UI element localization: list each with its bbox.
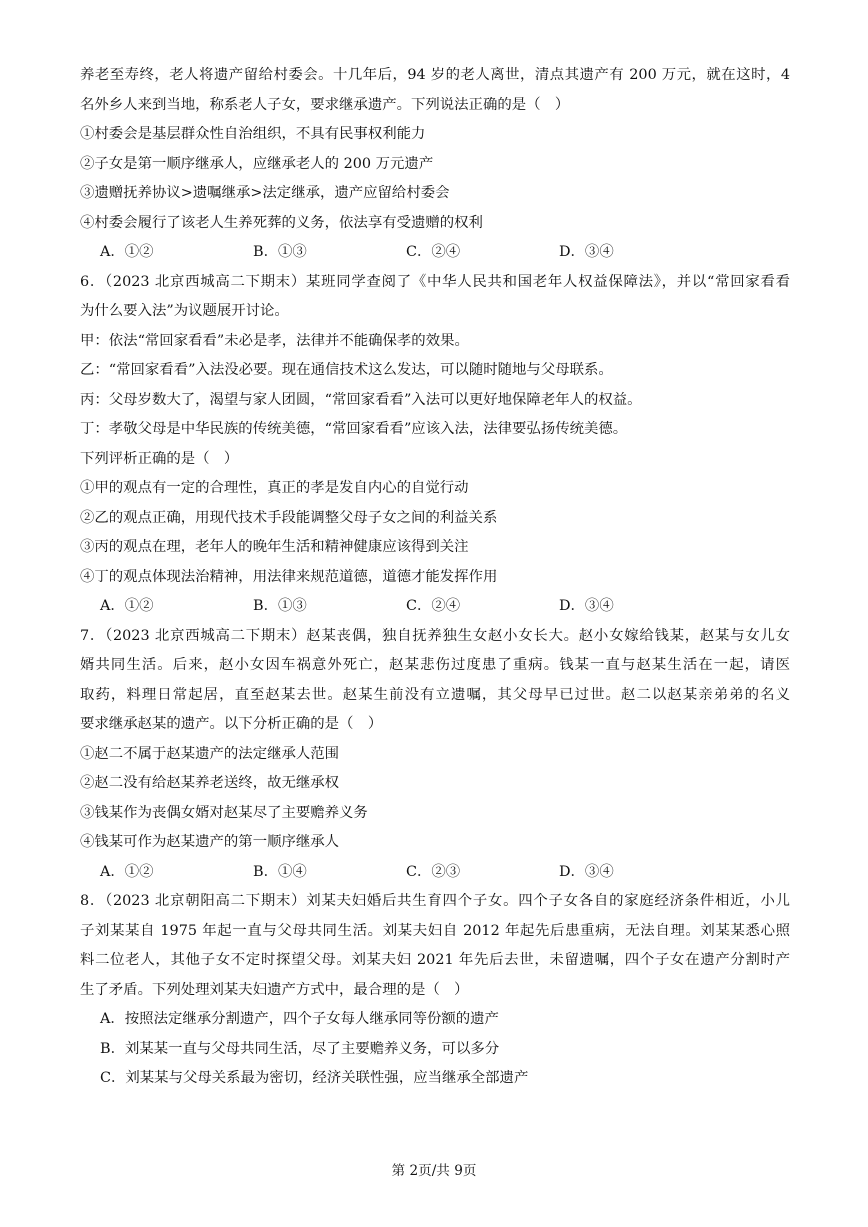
q7-choice-b: B．①④ (253, 863, 307, 880)
page-content (80, 61, 790, 1094)
q5-line-1: 养老至寿终，老人将遗产留给村委会。十几年后，94 岁的老人离世，清点其遗产有 200 万元，就在这时，4 (80, 67, 790, 83)
q7-choices (80, 858, 790, 888)
q7-line-1: 7．（2023 北京西城高二下期末）赵某丧偶，独自抚养独生女赵小女长大。赵小女嫁给钱某，赵某与女儿女 (80, 627, 790, 644)
q7-choice-a: A．①② (100, 863, 154, 880)
q7-line-3: 取药，料理日常起居，直至赵某去世。赵某生前没有立遗嘱，其父母早已过世。赵二以赵某亲弟弟的名义 (80, 686, 790, 703)
q6-choice-b: B．①③ (253, 598, 307, 614)
q7-statement-2: ②赵二没有给赵某养老送终，故无继承权 (80, 775, 340, 791)
q5-choice-d: D．③④ (559, 244, 614, 260)
q5-choice-a: A．①② (100, 244, 154, 260)
q6-choice-d: D．③④ (559, 598, 614, 614)
q5-statement-3: ③遗赠抚养协议>遗嘱继承>法定继承，遗产应留给村委会 (80, 185, 450, 201)
q6-line-1: 6．（2023 北京西城高二下期末）某班同学查阅了《中华人民共和国老年人权益保障法》，并以“常回家看看 (80, 273, 790, 290)
q8-option-b: B．刘某某一直与父母共同生活，尽了主要赡养义务，可以多分 (100, 1040, 500, 1057)
q6-statement-4: ④丁的观点体现法治精神，用法律来规范道德，道德才能发挥作用 (80, 568, 498, 585)
q6-choice-c: C．②④ (406, 598, 461, 614)
q6-line-7: 下列评析正确的是（ ） (80, 450, 239, 467)
q7-choice-c: C．②③ (406, 863, 461, 880)
q5-statement-1: ①村委会是基层群众性自治组织，不具有民事权利能力 (80, 126, 426, 142)
q5-line-2: 名外乡人来到当地，称系老人子女，要求继承遗产。下列说法正确的是（ ） (80, 96, 570, 113)
q8-line-4: 生了矛盾。下列处理刘某夫妇遗产方式中，最合理的是（ ） (80, 981, 469, 998)
q7-choice-d: D．③④ (559, 863, 614, 880)
q7-line-4: 要求继承赵某的遗产。以下分析正确的是（ ） (80, 716, 383, 732)
q6-statement-3: ③丙的观点在理，老年人的晚年生活和精神健康应该得到关注 (80, 539, 469, 555)
q6-choice-a: A．①② (100, 598, 154, 614)
q5-choice-b: B．①③ (253, 244, 307, 260)
q7-line-2: 婿共同生活。后来，赵小女因车祸意外死亡，赵某悲伤过度患了重病。钱某一直与赵某生活在一起，请医 (80, 657, 790, 673)
q6-line-3: 甲：依法“常回家看看”未必是孝，法律并不能确保孝的效果。 (80, 332, 469, 349)
q5-choice-c: C．②④ (406, 244, 461, 260)
q8-option-c: C．刘某某与父母关系最为密切，经济关联性强，应当继承全部遗产 (100, 1070, 529, 1086)
q6-statement-1: ①甲的观点有一定的合理性，真正的孝是发自内心的自觉行动 (80, 480, 469, 496)
q6-line-4: 乙：“常回家看看”入法没必要。现在通信技术这么发达，可以随时随地与父母联系。 (80, 362, 613, 378)
q8-line-2: 子刘某某自 1975 年起一直与父母共同生活。刘某夫妇自 2012 年起先后患重病，无法自理。刘某某悉心照 (80, 922, 790, 939)
q7-statement-1: ①赵二不属于赵某遗产的法定继承人范围 (80, 745, 340, 762)
q7-statement-4: ④钱某可作为赵某遗产的第一顺序继承人 (80, 834, 340, 850)
q5-statement-2: ②子女是第一顺序继承人，应继承老人的 200 万元遗产 (80, 155, 434, 172)
q6-line-5: 丙：父母岁数大了，渴望与家人团圆，“常回家看看”入法可以更好地保障老年人的权益。 (80, 391, 642, 408)
q8-line-3: 料二位老人，其他子女不定时探望父母。刘某夫妇 2021 年先后去世，未留遗嘱，四个子女在遗产分割时产 (80, 952, 790, 968)
q6-choices (80, 592, 790, 622)
q5-choices (80, 238, 790, 268)
q6-line-6: 丁：孝敬父母是中华民族的传统美德，“常回家看看”应该入法，法律要弘扬传统美德。 (80, 421, 628, 437)
q6-line-2: 为什么要入法”为议题展开讨论。 (80, 303, 289, 319)
q5-statement-4: ④村委会履行了该老人生养死葬的义务，依法享有受遗赠的权利 (80, 214, 483, 231)
page-number: 第 2页/共 9页 (391, 1163, 477, 1179)
q7-statement-3: ③钱某作为丧偶女婿对赵某尽了主要赡养义务 (80, 804, 368, 821)
q6-statement-2: ②乙的观点正确，用现代技术手段能调整父母子女之间的利益关系 (80, 509, 498, 526)
q8-line-1: 8．（2023 北京朝阳高二下期末）刘某夫妇婚后共生育四个子女。四个子女各自的家庭经济条件相近，小儿 (80, 893, 790, 909)
q8-option-a: A．按照法定继承分割遗产，四个子女每人继承同等份额的遗产 (100, 1011, 499, 1027)
